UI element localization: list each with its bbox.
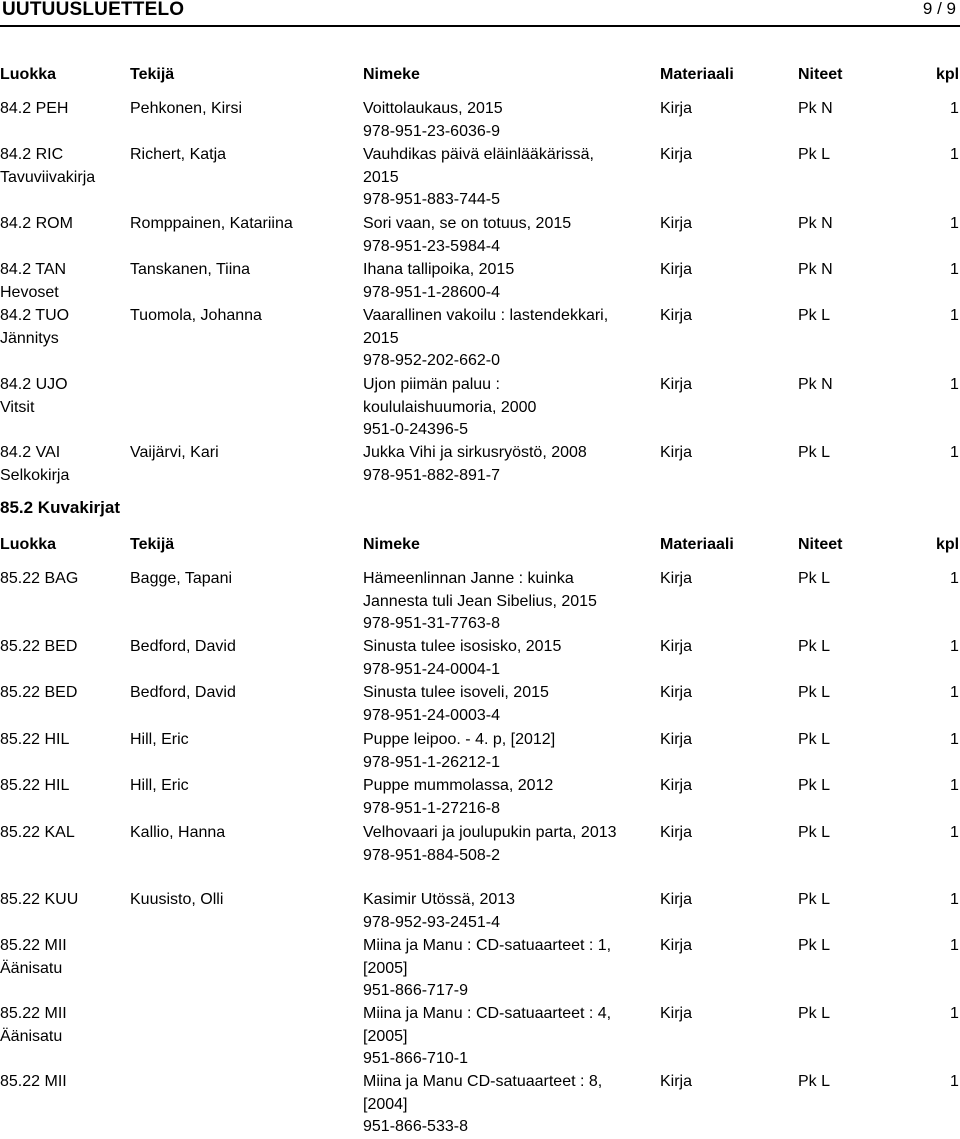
- materiaali-cell: Kirja: [660, 891, 693, 908]
- tekija-cell: Kuusisto, Olli: [130, 891, 224, 908]
- header-tekija: Tekijä: [130, 536, 175, 553]
- nimeke-cell: [363, 636, 648, 681]
- kpl-cell: 1: [950, 1005, 959, 1022]
- nimeke-cell-line: Ihana tallipoika, 2015: [363, 261, 515, 278]
- luokka-cell-line: 84.2 TUO: [0, 307, 70, 324]
- niteet-cell: Pk N: [798, 376, 833, 393]
- tekija-cell: Pehkonen, Kirsi: [130, 100, 243, 117]
- niteet-cell: Pk L: [798, 1005, 831, 1022]
- header-luokka: Luokka: [0, 66, 57, 83]
- kpl-cell: 1: [950, 777, 959, 794]
- document-title: UUTUUSLUETTELO: [2, 0, 185, 20]
- tekija-cell: Tuomola, Johanna: [130, 307, 262, 324]
- luokka-cell-line: 84.2 UJO: [0, 376, 68, 393]
- nimeke-cell-line: 978-951-884-508-2: [363, 846, 500, 864]
- niteet-cell: Pk L: [798, 570, 831, 587]
- header-nimeke: Nimeke: [363, 536, 420, 553]
- materiaali-cell: Kirja: [660, 638, 693, 655]
- tekija-cell: Tanskanen, Tiina: [130, 261, 251, 278]
- luokka-cell-line: 85.22 BED: [0, 638, 78, 655]
- kpl-cell: 1: [950, 100, 959, 117]
- materiaali-cell: Kirja: [660, 824, 693, 841]
- nimeke-cell-line: [2005]: [363, 1027, 408, 1045]
- nimeke-cell: [363, 374, 648, 442]
- materiaali-cell: Kirja: [660, 1073, 693, 1090]
- luokka-cell: [0, 729, 69, 752]
- luokka-cell: [0, 636, 77, 659]
- niteet-cell: Pk L: [798, 937, 831, 954]
- nimeke-cell-line: Puppe leipoo. - 4. p, [2012]: [363, 731, 556, 748]
- kpl-cell: 1: [950, 146, 959, 163]
- page-number: 9 / 9: [922, 0, 956, 18]
- luokka-cell-line: 85.22 HIL: [0, 731, 70, 748]
- nimeke-cell: [363, 144, 648, 212]
- nimeke-cell: [363, 889, 648, 934]
- nimeke-cell: [363, 775, 648, 820]
- luokka-cell: [0, 1003, 67, 1048]
- kpl-cell: 1: [950, 684, 959, 701]
- luokka-cell: [0, 213, 73, 236]
- tekija-cell: Romppainen, Katariina: [130, 215, 293, 232]
- nimeke-cell: [363, 305, 648, 373]
- luokka-cell: [0, 374, 68, 419]
- nimeke-cell-line: Miina ja Manu CD-satuaarteet : 8,: [363, 1073, 603, 1090]
- nimeke-cell-line: 978-951-23-6036-9: [363, 122, 500, 140]
- nimeke-cell: [363, 729, 648, 774]
- niteet-cell: Pk L: [798, 1073, 831, 1090]
- luokka-cell: [0, 775, 69, 798]
- nimeke-cell-line: Sinusta tulee isoveli, 2015: [363, 684, 549, 701]
- niteet-cell: Pk L: [798, 824, 831, 841]
- nimeke-cell-line: 978-952-93-2451-4: [363, 913, 500, 931]
- nimeke-cell-line: Sori vaan, se on totuus, 2015: [363, 215, 572, 232]
- kpl-cell: 1: [950, 261, 959, 278]
- luokka-cell-line: 85.22 MII: [0, 1073, 67, 1090]
- nimeke-cell-line: [2005]: [363, 959, 408, 977]
- niteet-cell: Pk L: [798, 777, 831, 794]
- niteet-cell: Pk N: [798, 261, 833, 278]
- materiaali-cell: Kirja: [660, 684, 693, 701]
- luokka-cell: [0, 822, 75, 845]
- luokka-cell: [0, 935, 67, 980]
- header-rule: [0, 25, 960, 27]
- header-luokka: Luokka: [0, 536, 57, 553]
- tekija-cell: Bedford, David: [130, 684, 236, 701]
- niteet-cell: Pk L: [798, 307, 831, 324]
- luokka-cell: [0, 144, 95, 189]
- nimeke-cell: [363, 1071, 648, 1139]
- nimeke-cell-line: Voittolaukaus, 2015: [363, 100, 503, 117]
- niteet-cell: Pk L: [798, 638, 831, 655]
- luokka-cell-line: 85.22 BAG: [0, 570, 79, 587]
- nimeke-cell-line: Ujon piimän paluu :: [363, 376, 500, 393]
- luokka-cell-line: 84.2 PEH: [0, 100, 69, 117]
- table-header: [0, 66, 960, 88]
- nimeke-cell-line: 978-951-31-7763-8: [363, 615, 500, 632]
- kpl-cell: 1: [950, 215, 959, 232]
- tekija-cell: Hill, Eric: [130, 777, 189, 794]
- kpl-cell: 1: [950, 731, 959, 748]
- header-niteet: Niteet: [798, 66, 843, 83]
- kpl-cell: 1: [950, 937, 959, 954]
- nimeke-cell-line: Miina ja Manu : CD-satuaarteet : 1,: [363, 937, 612, 954]
- nimeke-cell-line: 951-866-710-1: [363, 1050, 468, 1067]
- tekija-cell: Kallio, Hanna: [130, 824, 226, 841]
- header-kpl: kpl: [936, 536, 960, 553]
- luokka-cell-line: 84.2 TAN: [0, 261, 67, 278]
- nimeke-cell-line: 951-866-533-8: [363, 1118, 468, 1135]
- header-kpl: kpl: [936, 66, 960, 83]
- luokka-cell: [0, 305, 69, 350]
- niteet-cell: Pk N: [798, 100, 833, 117]
- nimeke-cell-line: Velhovaari ja joulupukin parta, 2013: [363, 824, 617, 841]
- kpl-cell: 1: [950, 1073, 959, 1090]
- section-title-kuvakirjat: 85.2 Kuvakirjat: [0, 498, 121, 517]
- niteet-cell: Pk L: [798, 891, 831, 908]
- tekija-cell: Vaijärvi, Kari: [130, 444, 219, 461]
- luokka-cell-line: 85.22 BED: [0, 684, 78, 701]
- nimeke-cell-line: Vaarallinen vakoilu : lastendekkari,: [363, 307, 609, 324]
- luokka-cell: [0, 259, 66, 304]
- nimeke-cell-line: 978-951-1-28600-4: [363, 283, 500, 301]
- luokka-cell: [0, 682, 77, 705]
- nimeke-cell-line: 978-951-23-5984-4: [363, 237, 500, 255]
- nimeke-cell-line: 978-951-24-0003-4: [363, 706, 500, 724]
- luokka-cell-line: Jännitys: [0, 329, 59, 347]
- tekija-cell: Hill, Eric: [130, 731, 189, 748]
- nimeke-cell-line: [2004]: [363, 1095, 408, 1113]
- materiaali-cell: Kirja: [660, 376, 693, 393]
- kpl-cell: 1: [950, 824, 959, 841]
- header-niteet: Niteet: [798, 536, 843, 553]
- luokka-cell-line: Selkokirja: [0, 466, 70, 484]
- luokka-cell-line: Äänisatu: [0, 1027, 63, 1045]
- nimeke-cell-line: 2015: [363, 329, 399, 347]
- nimeke-cell-line: koululaishuumoria, 2000: [363, 398, 537, 416]
- nimeke-cell: [363, 1003, 648, 1071]
- nimeke-cell: [363, 682, 648, 727]
- nimeke-cell-line: 2015: [363, 168, 399, 186]
- header-materiaali: Materiaali: [660, 536, 734, 553]
- materiaali-cell: Kirja: [660, 307, 693, 324]
- nimeke-cell: [363, 442, 648, 487]
- materiaali-cell: Kirja: [660, 261, 693, 278]
- tekija-cell: Bedford, David: [130, 638, 236, 655]
- nimeke-cell: [363, 259, 648, 304]
- kpl-cell: 1: [950, 444, 959, 461]
- materiaali-cell: Kirja: [660, 215, 693, 232]
- kpl-cell: 1: [950, 307, 959, 324]
- nimeke-cell: [363, 935, 648, 1003]
- kpl-cell: 1: [950, 638, 959, 655]
- header-tekija: Tekijä: [130, 66, 175, 83]
- nimeke-cell-line: Jukka Vihi ja sirkusryöstö, 2008: [363, 444, 587, 461]
- materiaali-cell: Kirja: [660, 731, 693, 748]
- luokka-cell-line: 85.22 KUU: [0, 891, 79, 908]
- nimeke-cell: [363, 822, 648, 867]
- luokka-cell: [0, 1071, 67, 1094]
- nimeke-cell: [363, 213, 648, 258]
- niteet-cell: Pk L: [798, 146, 831, 163]
- kpl-cell: 1: [950, 891, 959, 908]
- tekija-cell: Richert, Katja: [130, 146, 227, 163]
- nimeke-cell-line: 978-951-882-891-7: [363, 466, 500, 484]
- luokka-cell-line: Äänisatu: [0, 959, 63, 977]
- luokka-cell: [0, 98, 68, 121]
- luokka-cell-line: 85.22 MII: [0, 937, 67, 954]
- materiaali-cell: Kirja: [660, 100, 693, 117]
- nimeke-cell-line: 978-951-883-744-5: [363, 191, 500, 208]
- niteet-cell: Pk N: [798, 215, 833, 232]
- luokka-cell-line: 84.2 ROM: [0, 215, 73, 232]
- niteet-cell: Pk L: [798, 444, 831, 461]
- niteet-cell: Pk L: [798, 731, 831, 748]
- luokka-cell-line: 85.22 KAL: [0, 824, 75, 841]
- materiaali-cell: Kirja: [660, 570, 693, 587]
- nimeke-cell-line: 951-866-717-9: [363, 982, 468, 999]
- materiaali-cell: Kirja: [660, 777, 693, 794]
- luokka-cell: [0, 568, 78, 591]
- nimeke-cell-line: 978-951-1-26212-1: [363, 753, 500, 771]
- materiaali-cell: Kirja: [660, 444, 693, 461]
- kpl-cell: 1: [950, 570, 959, 587]
- materiaali-cell: Kirja: [660, 1005, 693, 1022]
- nimeke-cell: [363, 98, 648, 143]
- header-nimeke: Nimeke: [363, 66, 420, 83]
- luokka-cell-line: Vitsit: [0, 398, 35, 416]
- nimeke-cell-line: Vauhdikas päivä eläinlääkärissä,: [363, 146, 594, 163]
- luokka-cell-line: 85.22 HIL: [0, 777, 70, 794]
- nimeke-cell-line: 978-951-24-0004-1: [363, 660, 500, 678]
- nimeke-cell-line: Jannesta tuli Jean Sibelius, 2015: [363, 592, 597, 610]
- nimeke-cell-line: Sinusta tulee isosisko, 2015: [363, 638, 562, 655]
- nimeke-cell-line: Hämeenlinnan Janne : kuinka: [363, 570, 574, 587]
- luokka-cell-line: Hevoset: [0, 283, 59, 301]
- nimeke-cell-line: 951-0-24396-5: [363, 421, 468, 438]
- header-materiaali: Materiaali: [660, 66, 734, 83]
- nimeke-cell: [363, 568, 648, 636]
- luokka-cell-line: 84.2 VAI: [0, 444, 61, 461]
- materiaali-cell: Kirja: [660, 146, 693, 163]
- nimeke-cell-line: 978-951-1-27216-8: [363, 799, 500, 817]
- materiaali-cell: Kirja: [660, 937, 693, 954]
- nimeke-cell-line: Miina ja Manu : CD-satuaarteet : 4,: [363, 1005, 612, 1022]
- table-header-2: [0, 536, 960, 558]
- kpl-cell: 1: [950, 376, 959, 393]
- luokka-cell-line: 85.22 MII: [0, 1005, 67, 1022]
- nimeke-cell-line: 978-952-202-662-0: [363, 352, 500, 369]
- tekija-cell: Bagge, Tapani: [130, 570, 233, 587]
- luokka-cell: [0, 442, 69, 487]
- nimeke-cell-line: Kasimir Utössä, 2013: [363, 891, 516, 908]
- nimeke-cell-line: Puppe mummolassa, 2012: [363, 777, 554, 794]
- luokka-cell-line: 84.2 RIC: [0, 146, 64, 163]
- niteet-cell: Pk L: [798, 684, 831, 701]
- luokka-cell: [0, 889, 78, 912]
- luokka-cell-line: Tavuviivakirja: [0, 168, 96, 186]
